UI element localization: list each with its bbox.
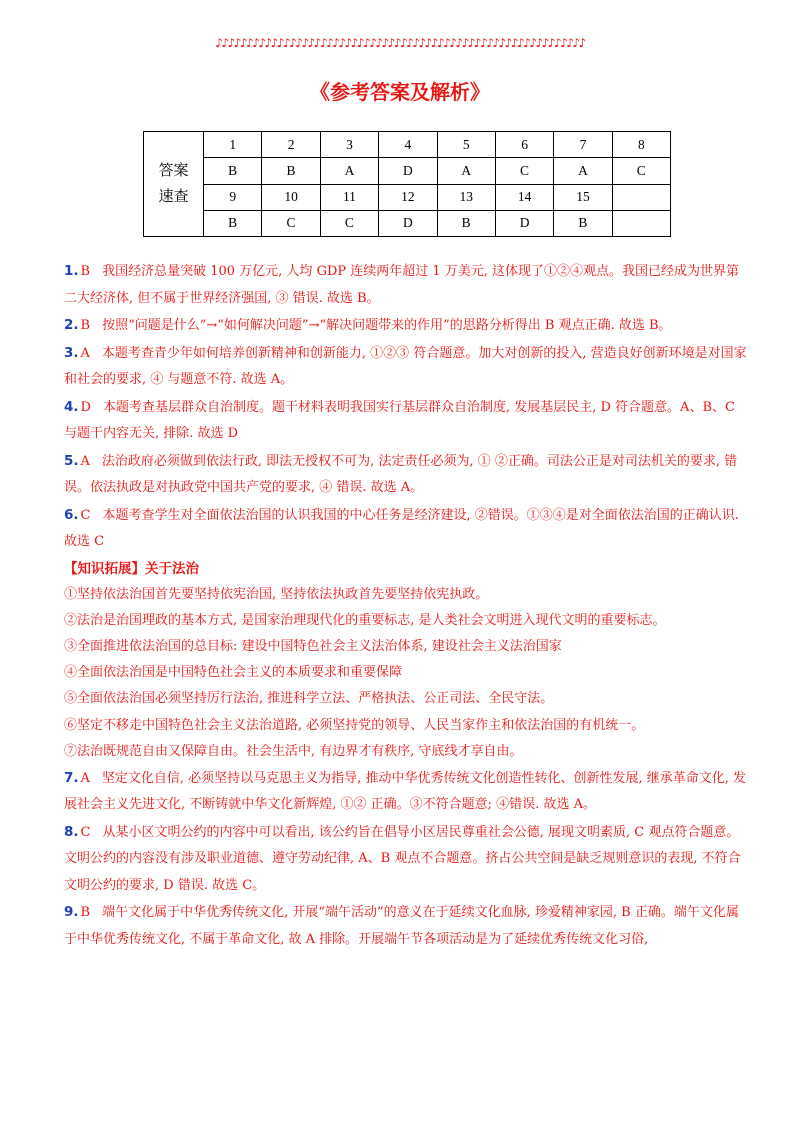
table-cell: C bbox=[612, 158, 670, 184]
explanation-text: 从某小区文明公约的内容中可以看出, 该公约旨在倡导小区居民尊重社会公德, 展现文明素质, C 观点符合题意。文明公约的内容没有涉及职业道德、遵守劳动纪律, A、B 观点不合题意。挤占公共空间是缺乏规则意识的表现, 不符合文明公约的要求, D 错误. 故选 C。 bbox=[64, 824, 741, 893]
table-row bbox=[144, 184, 671, 210]
answer-letter: D bbox=[80, 399, 91, 415]
answer-table-label bbox=[144, 132, 204, 237]
table-cell bbox=[612, 184, 670, 210]
table-cell: 14 bbox=[495, 184, 553, 210]
explanation-item bbox=[64, 340, 750, 394]
explanation-text: 法治政府必须做到依法行政, 即法无授权不可为, 法定责任必须为, ① ②正确。司法公正是对司法机关的要求, 错误。依法执政是对执政党中国共产党的要求, ④ 错误. 故选 A。 bbox=[64, 453, 738, 495]
table-cell: D bbox=[495, 210, 553, 236]
explanation-item bbox=[64, 899, 750, 953]
page-title: 《参考答案及解析》 bbox=[310, 80, 490, 104]
knowledge-item: ④全面依法治国是中国特色社会主义的本质要求和重要保障 bbox=[64, 665, 403, 681]
knowledge-item: ③全面推进依法治国的总目标: 建设中国特色社会主义法治体系, 建设社会主义法治国家 bbox=[64, 638, 562, 654]
explanation-text: 本题考查基层群众自治制度。题干材料表明我国实行基层群众自治制度, 发展基层民主, D 符合题意。A、B、C 与题干内容无关, 排除. 故选 D bbox=[64, 399, 735, 441]
table-cell: 9 bbox=[204, 184, 262, 210]
label-line: 答案 bbox=[158, 163, 189, 179]
explanation-item bbox=[64, 819, 750, 900]
table-cell: C bbox=[320, 210, 378, 236]
question-number: 8. bbox=[64, 823, 79, 840]
table-cell: 10 bbox=[262, 184, 320, 210]
table-cell: 6 bbox=[495, 132, 553, 158]
question-number: 1. bbox=[64, 263, 79, 279]
table-cell bbox=[612, 210, 670, 236]
table-cell: A bbox=[320, 158, 378, 184]
question-number: 5. bbox=[64, 452, 79, 469]
question-number: 4. bbox=[64, 398, 79, 415]
table-cell: A bbox=[437, 158, 495, 184]
table-row bbox=[144, 158, 671, 184]
label-line: 速查 bbox=[158, 189, 189, 205]
table-cell: B bbox=[262, 158, 320, 184]
table-cell: 4 bbox=[379, 132, 437, 158]
table-row bbox=[144, 132, 671, 158]
answer-letter: A bbox=[80, 770, 90, 786]
answer-letter: A bbox=[80, 453, 90, 469]
table-row bbox=[144, 210, 671, 236]
question-number: 9. bbox=[64, 904, 79, 921]
table-cell: A bbox=[554, 158, 612, 184]
table-cell: 11 bbox=[320, 184, 378, 210]
table-cell: 3 bbox=[320, 132, 378, 158]
table-cell: 7 bbox=[554, 132, 612, 158]
table-cell: C bbox=[495, 158, 553, 184]
table-cell: D bbox=[379, 210, 437, 236]
explanation-text: 端午文化属于中华优秀传统文化, 开展“端午活动”的意义在于延续文化血脉, 珍爱精神家园, B 正确。端午文化属于中华优秀传统文化, 不属于革命文化, 故 A 排除。开展端午节各项活动是为了延续优秀传统文化习俗, bbox=[64, 905, 739, 947]
explanation-text: 我国经济总量突破 100 万亿元, 人均 GDP 连续两年超过 1 万美元, 这体现了①②④观点。我国已经成为世界第二大经济体, 但不属于世界经济强国, ③ 错误. 故选 B。 bbox=[64, 264, 740, 306]
table-cell: 8 bbox=[612, 132, 670, 158]
table-cell: 1 bbox=[204, 132, 262, 158]
knowledge-item: ⑥坚定不移走中国特色社会主义法治道路, 必须坚持党的领导、人民当家作主和依法治国的有机统一。 bbox=[64, 717, 645, 733]
explanation-item bbox=[64, 448, 750, 502]
explanation-item bbox=[64, 394, 750, 448]
answer-letter: A bbox=[80, 345, 90, 361]
table-cell: C bbox=[262, 210, 320, 236]
table-cell: 2 bbox=[262, 132, 320, 158]
table-cell: B bbox=[554, 210, 612, 236]
explanation-item bbox=[64, 258, 750, 312]
question-number: 7. bbox=[64, 769, 79, 786]
answer-letter: B bbox=[80, 264, 91, 279]
explanation-text: 本题考查青少年如何培养创新精神和创新能力, ①②③ 符合题意。加大对创新的投入, 营造良好创新环境是对国家和社会的要求, ④ 与题意不符. 故选 A。 bbox=[64, 345, 747, 387]
question-number: 3. bbox=[64, 344, 79, 361]
answer-table bbox=[143, 131, 671, 237]
knowledge-item: ②法治是治国理政的基本方式, 是国家治理现代化的重要标志, 是人类社会文明进入现代文明的重要标志。 bbox=[64, 612, 666, 628]
knowledge-item: ⑤全面依法治国必须坚持厉行法治, 推进科学立法、严格执法、公正司法、全民守法。 bbox=[64, 691, 554, 707]
table-cell: B bbox=[437, 210, 495, 236]
answer-letter: B bbox=[80, 905, 91, 921]
explanations bbox=[64, 258, 750, 953]
answer-letter: C bbox=[80, 824, 91, 840]
table-cell: 12 bbox=[379, 184, 437, 210]
knowledge-item: ①坚持依法治国首先要坚持依宪治国, 坚持依法执政首先要坚持依宪执政。 bbox=[64, 586, 489, 602]
explanation-item bbox=[64, 502, 750, 556]
question-number: 2. bbox=[64, 317, 79, 333]
answer-letter: B bbox=[80, 318, 91, 333]
explanation-text: 本题考查学生对全面依法治国的认识我国的中心任务是经济建设, ②错误。①③④是对全面依法治国的正确认识. 故选 C bbox=[64, 507, 739, 549]
question-number: 6. bbox=[64, 506, 79, 523]
knowledge-heading: 【知识拓展】关于法治 bbox=[64, 560, 199, 577]
explanation-item bbox=[64, 765, 750, 819]
explanation-item bbox=[64, 312, 750, 340]
table-cell: D bbox=[379, 158, 437, 184]
decorative-music-note-border: ♪♪♪♪♪♪♪♪♪♪♪♪♪♪♪♪♪♪♪♪♪♪♪♪♪♪♪♪♪♪♪♪♪♪♪♪♪♪♪♪♪♪♪♪♪♪♪♪♪♪♪♪♪♪♪♪♪♪♪♪ bbox=[215, 36, 585, 50]
table-cell: 15 bbox=[554, 184, 612, 210]
explanation-text: 坚定文化自信, 必须坚持以马克思主义为指导, 推动中华优秀传统文化创造性转化、创新性发展, 继承革命文化, 发展社会主义先进文化, 不断铸就中华文化新辉煌, ①② 正确。③不符合题意; ④错误. 故选 A。 bbox=[64, 770, 746, 813]
knowledge-item: ⑦法治既规范自由又保障自由。社会生活中, 有边界才有秩序, 守底线才享自由。 bbox=[64, 743, 523, 759]
table-cell: 5 bbox=[437, 132, 495, 158]
answer-letter: C bbox=[80, 507, 91, 523]
explanation-text: 按照“问题是什么”→“如何解决问题”→“解决问题带来的作用”的思路分析得出 B 观点正确. 故选 B。 bbox=[102, 318, 672, 333]
table-cell: B bbox=[204, 158, 262, 184]
table-cell: 13 bbox=[437, 184, 495, 210]
table-cell: B bbox=[204, 210, 262, 236]
